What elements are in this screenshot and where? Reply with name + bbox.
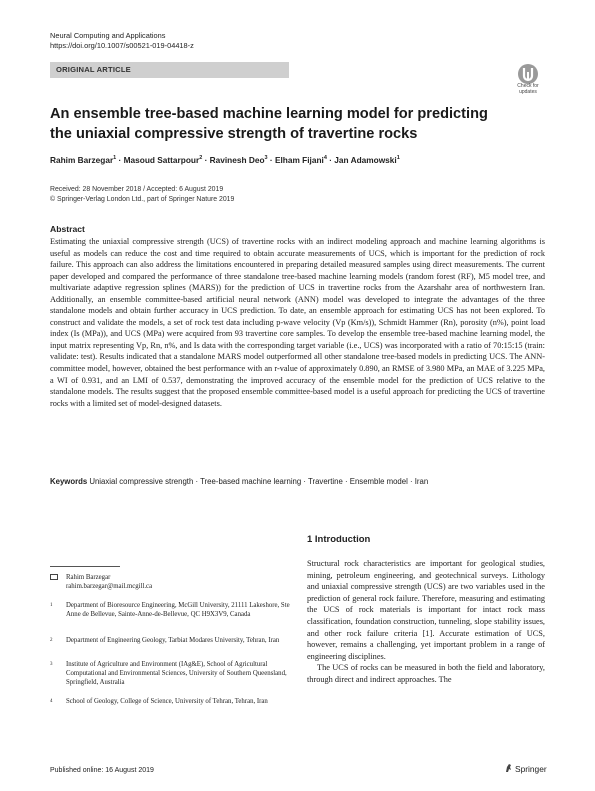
affiliation: 3 Institute of Agriculture and Environment (IAg&E), School of Agricultural Computational and Environmental Sciences, University of Southern Queensland, Springfield, Australia [50,661,287,687]
publication-dates [50,185,234,205]
envelope-icon [50,574,58,580]
keywords-list: Uniaxial compressive strength · Tree-based machine learning · Travertine · Ensemble model · Iran [89,477,429,486]
corresponding-author-name: Rahim Barzegar [66,574,111,581]
author[interactable]: Ravinesh Deo$^3$ [209,155,268,165]
footnote-divider [50,566,120,567]
check-updates-icon [518,64,538,84]
author[interactable]: Jan Adamowski$^1$ [334,155,400,165]
affiliation: 1 Department of Bioresource Engineering, McGill University, 21111 Lakeshore, Ste Anne de Bellevue, Sainte-Anne-de-Bellevue, QC H9X3V9, Canada [50,602,290,619]
journal-name: Neural Computing and Applications [50,31,166,40]
author-list: Rahim Barzegar$^1$ · Masoud Sattarpour$^2$ · Ravinesh Deo$^3$ · Elham Fijani$^4$ · Jan Adamowski$^1$ [50,155,400,165]
doi-link[interactable]: https://doi.org/10.1007/s00521-019-04418-z [50,41,194,50]
author[interactable]: Rahim Barzegar$^1$ [50,155,117,165]
keywords-label: Keywords [50,477,88,486]
corresponding-author-email[interactable]: rahim.barzegar@mail.mcgill.ca [66,583,153,591]
springer-horse-icon [504,763,513,773]
publisher-logo [504,763,547,774]
section-heading-introduction: 1 Introduction [307,534,371,545]
copyright-line: © Springer-Verlag London Ltd., part of Springer Nature 2019 [50,196,235,203]
correspondence [50,573,290,591]
paper-title: An ensemble tree-based machine learning model for predicting the uniaxial compressive strength of travertine rocks [50,106,488,142]
intro-paragraph: The UCS of rocks can be measured in both the field and laboratory, through direct and indirect approaches. The [307,663,545,684]
introduction-text [307,558,545,686]
affiliation: 4 School of Geology, College of Science, University of Tehran, Tehran, Iran [50,698,268,705]
affiliation: 2 Department of Engineering Geology, Tarbiat Modares University, Tehran, Iran [50,637,280,644]
abstract-heading: Abstract [50,224,85,234]
keywords [50,476,545,488]
author[interactable]: Elham Fijani$^4$ [274,155,327,165]
article-type-banner [50,62,289,78]
published-online: Published online: 16 August 2019 [50,767,154,774]
article-type-label: ORIGINAL ARTICLE [56,65,131,74]
publisher-name: Springer [515,764,547,774]
received-accepted: Received: 28 November 2018 / Accepted: 6 August 2019 [50,186,224,193]
author[interactable]: Masoud Sattarpour$^2$ [123,155,203,165]
journal-header [50,31,194,51]
check-updates-text: Check for updates [517,83,539,95]
abstract-text: Estimating the uniaxial compressive strength (UCS) of travertine rocks with an indirect modeling approach and machine learning algorithms is useful as models can reduce the cost and time required to obtain accurate measurements of UCS, which is important for the prediction of rock failure. This approach can also address the limitations encountered in preparing detailed measured samples using direct measurements. The current paper developed and compared the performance of three standalone tree-based machine learning models (random forest (RF), M5 model tree, and multivariate adaptive regression splines (MARS)) for the prediction of UCS in travertine rocks from the Azarshahr area of northwestern Iran. Additionally, an ensemble committee-based artificial neural network (ANN) model was developed to integrate the advantages of the three standalone models and obtain further accuracy in UCS prediction. To date, an ensemble approach for estimating UCS has not been explored. To construct and validate the models, a set of rock test data including p-wave velocity (Vp (Km/s)), Schmidt Hammer (Rn), porosity (n%), point load index (Is (MPa)), and UCS (MPa) were acquired from 93 travertine core samples. To develop the ensemble tree-based machine learning model, the input matrix representing Vp, Rn, n%, and Is data with the corresponding target variable (i.e., UCS) was incorporated with a ratio of 70:15:15 (train: validate: test). Results indicated that a standalone MARS model outperformed all other standalone tree-based models in predicting UCS. The ANN-committee model, however, obtained the best performance with an r-value of approximately 0.890, an RMSE of 3.980 MPa, an MAE of 3.225 MPa, a WI of 0.931, and an LMI of 0.537, demonstrating the improved accuracy of the ensemble model for the prediction of UCS relative to the standalone models. The results suggest that the proposed ensemble committee-based model is a useful approach for predicting the UCS of travertine rocks with a limited set of model-designed datasets. [50,237,545,408]
intro-paragraph: Structural rock characteristics are important for geological studies, mining, petroleum engineering, and geotechnical surveys. Lithology and uniaxial compressive strength (UCS) are two variables used in the prediction of general rock failure. Therefore, measuring and estimating the UCS of rock materials is important for intact rock mass classification, foundation construction, tunneling, slope stability issues, and other rock failure criteria [1]. Accurate estimation of UCS, however, remains a challenging, yet important problem in a range of engineering disciplines. [307,559,545,661]
check-for-updates-badge[interactable] [510,64,546,96]
